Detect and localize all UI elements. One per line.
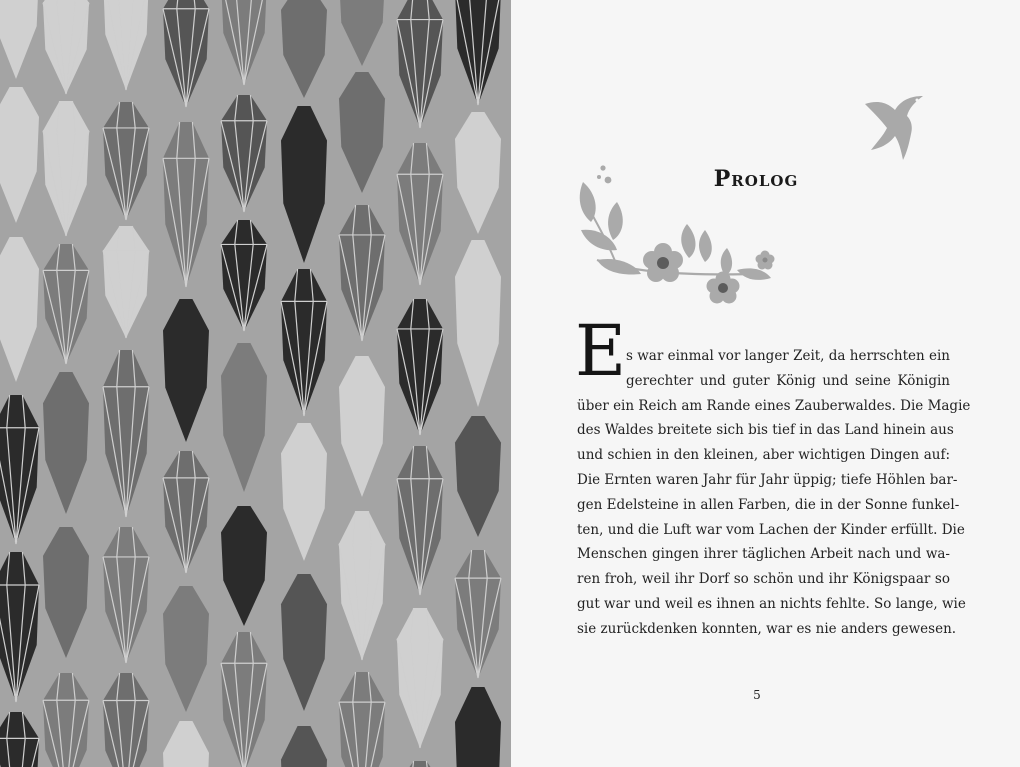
crystal-gem (281, 0, 327, 98)
crystal-gem (221, 220, 267, 331)
text-line: ren froh, weil ihr Dorf so schön und ihr Königspaar so (577, 571, 950, 588)
crystal-gem (163, 586, 209, 712)
text-line: gut war und weil es ihnen an nichts fehlte. So lange, wie (577, 595, 966, 612)
crystal-gem (339, 0, 385, 66)
text-line: Die Ernten waren Jahr für Jahr üppig; tiefe Höhlen bar- (577, 471, 958, 488)
crystal-gem (339, 356, 385, 497)
crystal-gem (221, 343, 267, 492)
crystal-gem (281, 574, 327, 711)
text-line: gerechter und guter König und seine Königin (626, 372, 950, 389)
swallow-icon (863, 92, 925, 162)
crystal-gem (397, 143, 443, 285)
crystal-gem (0, 87, 39, 223)
crystal-gem (103, 527, 149, 663)
crystal-gem (103, 350, 149, 517)
crystal-gem (0, 0, 39, 79)
crystal-gem (455, 112, 501, 234)
text-line: ten, und die Luft war vom Lachen der Kinder erfüllt. Die (577, 521, 965, 538)
chapter-title: Prolog (713, 166, 799, 192)
crystal-gem (397, 446, 443, 595)
text-line: und schien in den kleinen, aber wichtigen Dingen auf: (577, 447, 950, 464)
crystal-gem (397, 299, 443, 435)
text-line: Menschen gingen ihrer täglichen Arbeit nach und wa- (577, 546, 950, 563)
crystal-gem (455, 550, 501, 678)
crystal-gem (163, 451, 209, 573)
crystal-gem (397, 761, 443, 767)
crystal-gem (43, 101, 89, 236)
crystal-gem (221, 95, 267, 212)
crystal-gem (281, 269, 327, 416)
prologue-text (575, 310, 971, 642)
prologue-page (511, 0, 1020, 767)
drop-cap: E (575, 310, 627, 392)
crystal-gem (163, 299, 209, 442)
crystal-gem (43, 673, 89, 767)
crystal-gem (103, 673, 149, 767)
text-line: sie zurückdenken konnten, war es nie anders gewesen. (577, 620, 957, 637)
crystal-gem (0, 712, 39, 767)
crystal-gem (103, 102, 149, 220)
crystal-gem (43, 372, 89, 514)
crystal-gem (163, 0, 209, 107)
crystal-gem (281, 423, 327, 561)
crystal-gem (103, 226, 149, 338)
crystal-gem (397, 608, 443, 748)
flower-branch-ornament (577, 160, 787, 320)
crystal-gem (103, 0, 149, 90)
crystal-gem (0, 237, 39, 382)
text-line: über ein Reich am Rande eines Zauberwaldes. Die Magie (577, 397, 971, 414)
crystal-gem (281, 726, 327, 767)
crystal-gem (0, 552, 39, 702)
crystal-gem (43, 0, 89, 94)
crystal-gem (339, 205, 385, 341)
crystal-gem (163, 721, 209, 767)
crystal-gem (43, 244, 89, 364)
crystal-gem (339, 672, 385, 767)
text-line: des Waldes breitete sich bis tief in das Land hinein aus (577, 422, 954, 439)
page-number: 5 (753, 688, 761, 702)
text-line: s war einmal vor langer Zeit, da herrschten ein (626, 348, 950, 364)
crystal-gem (281, 106, 327, 263)
crystal-gem (163, 122, 209, 287)
crystal-gem (339, 72, 385, 193)
crystal-gem (455, 687, 501, 767)
crystal-gem (339, 511, 385, 660)
text-line: gen Edelsteine in allen Farben, die in der Sonne funkel- (577, 496, 960, 513)
crystal-gem (43, 527, 89, 658)
crystal-gem (455, 0, 501, 105)
crystal-gem (0, 395, 39, 544)
crystal-gem (455, 416, 501, 537)
crystal-gem (221, 506, 267, 626)
crystal-gem (221, 632, 267, 767)
crystal-gem (455, 240, 501, 407)
